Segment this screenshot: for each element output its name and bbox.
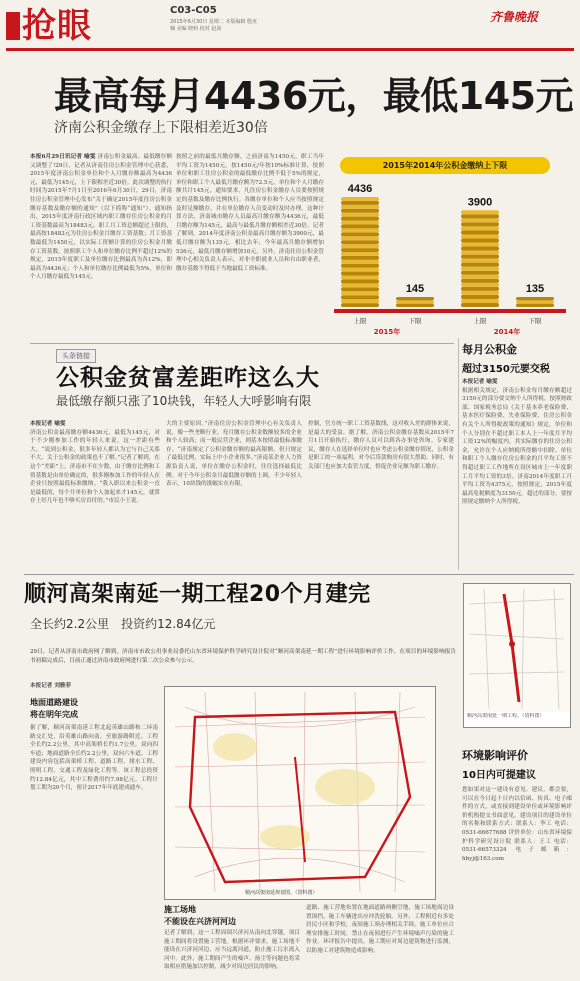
bar-value-label-2: 3900 — [467, 196, 493, 209]
article3-subhead1: 地面道路建设 — [30, 698, 78, 707]
bar-value-label-3: 135 — [525, 283, 545, 295]
coin-bar-0-segment — [341, 221, 379, 225]
chart-axis — [334, 309, 566, 313]
coin-bar-0-segment — [341, 272, 379, 276]
coin-bar-2-segment — [461, 243, 499, 247]
side1-body — [462, 378, 572, 570]
brand-bar — [6, 12, 20, 40]
coin-bar-2-segment — [461, 251, 499, 255]
coin-bar-2-segment — [461, 303, 499, 307]
coin-bar-2-segment — [461, 226, 499, 230]
route-map-graphic — [165, 687, 435, 899]
coin-bar-2-segment — [461, 247, 499, 251]
coin-bar-2-segment — [461, 234, 499, 238]
article3-subtitle: 全长约2.2公里 投资约12.84亿元 — [30, 617, 216, 631]
paper-logo: 齐鲁晚报 — [490, 10, 539, 24]
article1-col1 — [30, 153, 172, 341]
article2-col1 — [30, 420, 160, 568]
article3-byline: 本报记者 刘雅菲 — [30, 683, 72, 689]
coin-bar-0-segment — [341, 236, 379, 240]
coin-bar-3-segment — [516, 300, 554, 303]
article3-col3: 记者了解到，这一工程周围兴济河从南向北穿越，项目施工期间将设置施工营地。根据环评要求，施工场地不能设在兴济河河边，应当远离河道，防止施工污水流入河中。此外，施工期间产生的噪声、扬尘等问题也将采取相应措施加以控制，减少对周边居民的影响。 — [164, 930, 300, 971]
article2-subtitle: 最低缴存额只涨了10块钱，年轻人大呼影响有限 — [56, 394, 312, 408]
chart-title: 2015年2014年公积金缴纳上下限 — [340, 157, 550, 174]
coin-bar-3-segment — [516, 297, 554, 300]
coin-bar-0-segment — [341, 283, 379, 287]
coin-bar-1-segment — [396, 304, 434, 307]
article2-byline: 本报记者 喻雯 — [30, 421, 66, 427]
article3-lead: 29日，记者从济南市政府网了解到，济南市市政公用事业局委托山东省环境保护科学研究设计院对“顺河高架南延一期工程”进行环境影响评价工作，在项目的环境影响报告书初稿完成后，目前正通过济南市政府网进行第二次公众参与公示。 — [30, 649, 456, 664]
side1-title: 每月公积金 — [462, 343, 517, 356]
bar-value-label-1: 145 — [405, 283, 425, 295]
coin-bar-2-segment — [461, 263, 499, 267]
coin-bar-2-segment — [461, 283, 499, 287]
coin-bar-0-segment — [341, 252, 379, 256]
section-divider-2 — [24, 574, 574, 575]
coin-bar-1-segment — [396, 297, 434, 300]
side2-body: 您如果对这一建设有意见、建议，都会要，可以在今日起十日内以信函、传真、电子邮件的方式，或直接到建设单位或环境影响评价机构提交书面意见。建设项目的建设单位的名称和联系方式：联系人：李工 电话：0531-66677688 评价单位：山东省环境保护科学研究设计院 联系人：王工 电话：0531-66573324 电子邮箱：hbyj@163.com — [462, 787, 572, 862]
coin-bar-2-segment — [461, 287, 499, 291]
coin-bar-0-segment — [341, 240, 379, 244]
side1-subtitle: 超过3150元要交税 — [462, 364, 550, 375]
coin-bar-2-segment — [461, 214, 499, 218]
section-tag: 头条链接 — [56, 349, 96, 363]
coin-bar-0-segment — [341, 276, 379, 280]
coin-bar-1-segment — [396, 300, 434, 303]
bar-category-label-2: 上限 — [473, 317, 487, 325]
article1-byline: 本报6月29日讯记者 喻雯 — [30, 154, 96, 160]
side1-byline: 本报记者 喻雯 — [462, 379, 498, 385]
coin-bar-0-segment — [341, 303, 379, 307]
coin-bar-0-segment — [341, 280, 379, 284]
coin-bar-2-segment — [461, 267, 499, 271]
side2-title: 环境影响评价 — [462, 749, 528, 762]
bar-category-label-0: 上限 — [353, 317, 367, 325]
coin-bar-2-segment — [461, 259, 499, 263]
coin-bar-0-segment — [341, 244, 379, 248]
coin-bar-2-segment — [461, 299, 499, 303]
coin-bar-2-segment — [461, 238, 499, 242]
coin-bar-2-segment — [461, 210, 499, 214]
bar-category-label-1: 下限 — [408, 317, 422, 325]
coin-bar-2-segment — [461, 279, 499, 283]
coin-bar-0-segment — [341, 287, 379, 291]
group-label-0: 2015年 — [373, 328, 401, 335]
coin-bar-0-segment — [341, 217, 379, 221]
route-map-caption: 顺河高架南延规划图。（资料图） — [245, 890, 318, 896]
side1-text: 根据相关规定，济南公积金每月缴存额超过3150元的部分要交纳个人所得税。按照财政部、国家税务总局《关于基本养老保险费、基本医疗保险费、失业保险费、住房公积金有关个人所得税政策的通知》规定，单位和个人分别在不超过职工本人上一年度月平均工资12%的幅度内，其实际缴存的住房公积金，允许在个人应纳税所得额中扣除。单位和职工个人缴存住房公积金的月平均工资不得超过职工工作地所在设区城市上一年度职工月平均工资的3倍。济南2014年度职工月平均工资为4375元，按照规定，2015年度最高免税额度为3150元。超过的部分，要按照规定缴纳个人所得税。 — [462, 387, 572, 506]
article3-subhead2: 施工场地 — [164, 905, 196, 914]
side2-subtitle: 10日内可提建议 — [462, 770, 536, 781]
headline-sub: 济南公积金缴存上下限相差近30倍 — [54, 120, 268, 136]
chart-marks — [334, 183, 566, 335]
coin-bar-2-segment — [461, 222, 499, 226]
article1-col1-text: 济南公积金最高、最低缴存额又调整了!29日，记者从济南住房公积金管理中心获悉，2015年度济南公积金单位和个人月缴存额最高为4436元，最低为145元，上下限相差近30倍。此次调整的执行时间为2015年7月1日至2016年6月30日。29日，济南住房公积金管理中心发布“关于确定2015年度住房公积金缴存基数及缴存额的通知”（以下简称“通知”）。通知指出，2015年度济南行政区域内职工缴存住房公积金的月工资基数最高为18483元，职工月工资总额超过上限的，最高按18483元为住房公积金月缴存工资基数；月工资基数最低为1450元，以实际工资额计算的住房公积金月缴存工资基数。按照职工个人和单位缴存比例不超过12%的规定，2015年度职工及单位缴存比例最高为各12%，即最高为4436元；个人和单位缴存比例最低为5%，单位和个人月缴存最低为145元。 — [30, 154, 172, 281]
coin-bar-2-segment — [461, 291, 499, 295]
coin-bar-0-segment — [341, 260, 379, 264]
issue-meta: 2015年6月30日 星期二 本版编辑 殷亚楠 美编 晓莉 校对 赵焱 — [170, 19, 258, 32]
coin-bar-chart — [330, 157, 570, 335]
coin-bar-2-segment — [461, 275, 499, 279]
route-inset-map — [463, 583, 571, 728]
coin-bar-0-segment — [341, 228, 379, 232]
coin-bar-2-segment — [461, 271, 499, 275]
coin-bar-0-segment — [341, 295, 379, 299]
article3-col1: 据了解，顺河高架南延工程北起英雄山路和二环南路交汇处，沿英雄山路向南，至旅游路附近。工程全长约2.2公里，其中高架桥长约1.7公里，双向四车道；地面道路全长约2.2公里，双向六车道。工程建设内容包括高架桥工程、道路工程、排水工程、照明工程、交通工程及绿化工程等。该工程总投资约12.84亿元，其中工程费用约7.98亿元。工程计划工期为20个月，预计2017年年底建成通车。 — [30, 725, 158, 792]
coin-bar-2-segment — [461, 218, 499, 222]
coin-bar-0-segment — [341, 225, 379, 229]
coin-bar-0-segment — [341, 201, 379, 205]
coin-bar-0-segment — [341, 256, 379, 260]
coin-bar-0-segment — [341, 232, 379, 236]
section-brand: 抢眼 — [22, 6, 92, 46]
coin-bar-2-segment — [461, 230, 499, 234]
side-divider — [458, 338, 459, 570]
group-label-1: 2014年 — [493, 328, 521, 335]
coin-bar-2-segment — [461, 255, 499, 259]
article2-title: 公积金贫富差距咋这么大 — [56, 365, 320, 391]
coin-bar-2-segment — [461, 295, 499, 299]
article2-col2: 大的主要原因。”济南住房公积金管理中心有关负责人说，像一些垄断行业，每月缴存公积金数额较多的企业和个人较高；而一般民营企业，则基本按照最低标准缴存。“济南规定了公积金缴存额的最高限额，但只规定了最低比例，实际上中小企业很多。”济南某企业人力资源负责人说，单位在缴存公积金时，往往选择最低比例。对于今年公积金月最低缴存额的上调，不少年轻人表示，10块钱的涨幅实在有限。 — [166, 421, 302, 488]
bar-category-label-3: 下限 — [528, 317, 542, 325]
article2-col3: 控制，官方统一职工工资基数线，这对收入差的群体来说，是最大的受益。据了解，济南公积金缴存基数从2015年7月1日开始执行，缴存人员可以到各办事处咨询。专家建议，缴存人在选择单位时也应考虑公积金缴存情况，公积金是职工的一项福利，对今后贷款购房有很大帮助。同时，有关部门也应加大监管力度，督促企业足额为职工缴存。 — [308, 421, 454, 470]
article1-col2: 按照之前的最低月缴存额，之前济南为1450元，职工当年平均工资为1450元，按1450元/年按10%标准计算，按照单位和职工住房公积金的最低缴存比例不低于5%的规定，单位和职工个人最低月缴存额为72.5元，单位和个人月缴存额共计145元。通知要求，凡住房公积金缴存人员要按照规定的基数及缴存比例执行。各缴存单位和个人应当按照规定及时足额缴存，并在单位缴存人员变动时及时办理。这种计算方法，济南城市缴存人员最高月缴存额为4436元，最低月缴存额为145元，最高与最低月缴存额相差近30倍。记者了解到，2014年度济南公积金最高月缴存额为3900元，最低月缴存额为135元，相比去年，今年最高月缴存额增加536元，最低月缴存额增加10元。另外，济南住房公积金管理中心相关负责人表示，对非全职就业人员和自由职业者，缴存基数不得低于当地最低工资标准。 — [176, 154, 324, 272]
coin-bar-0-segment — [341, 205, 379, 209]
bar-value-label-0: 4436 — [347, 183, 373, 195]
coin-bar-0-segment — [341, 248, 379, 252]
page-range: C03-C05 — [170, 5, 217, 16]
coin-bar-3-segment — [516, 304, 554, 307]
coin-bar-0-segment — [341, 264, 379, 268]
coin-bar-0-segment — [341, 268, 379, 272]
header-rule — [6, 48, 574, 51]
coin-bar-0-segment — [341, 213, 379, 217]
article3-subhead2-sub: 不能设在兴济河河边 — [164, 917, 236, 926]
section-divider — [30, 343, 454, 344]
headline-main: 最高每月4436元，最低145元 — [54, 74, 574, 118]
coin-bar-0-segment — [341, 197, 379, 201]
article3-subhead1-sub: 将在明年完成 — [30, 710, 78, 719]
article2-col1-text: 济南公积金最高缴存额4436元，最低为145元，对于不少刚参加工作的年轻人来说，这一差距有些大。“说到公积金，很多年轻人都认为它与自己关系不大，关于公积金的政策也不了解。”记者了解到，在这个“差距”上，济南市不在少数，由于缴存比例和工资基数是由单位确定的，很多刚参加工作的年轻人在企业只按照最低标准缴纳。“我入职以来公积金一直是最低的，每个月单位和个人加起来才145元，就算存上好几年也不够买房首付的。”市民小王说。 — [30, 429, 160, 505]
coin-bar-0-segment — [341, 299, 379, 303]
coin-bar-0-segment — [341, 209, 379, 213]
route-inset-graphic — [464, 584, 570, 712]
article3-title: 顺河高架南延一期工程20个月建完 — [24, 582, 371, 607]
article3-col4: 道路、施工营地布置在地面道路两侧空地，施工场地周边设置围挡，施工车辆进出应冲洗轮胎。另外，工程附近有多处居民小区和学校，夜间施工须办理相关手续。施工单位应合理安排施工时间，禁止在夜间进行产生环境噪声污染的施工作业。环评报告中提出，施工期应对周边建筑物进行监测，以防施工对建筑物造成影响。 — [306, 905, 454, 954]
route-map — [164, 686, 436, 900]
coin-bar-0-segment — [341, 291, 379, 295]
inset-map-caption: 顺河高架南延一期工程。（资料图） — [467, 713, 545, 719]
